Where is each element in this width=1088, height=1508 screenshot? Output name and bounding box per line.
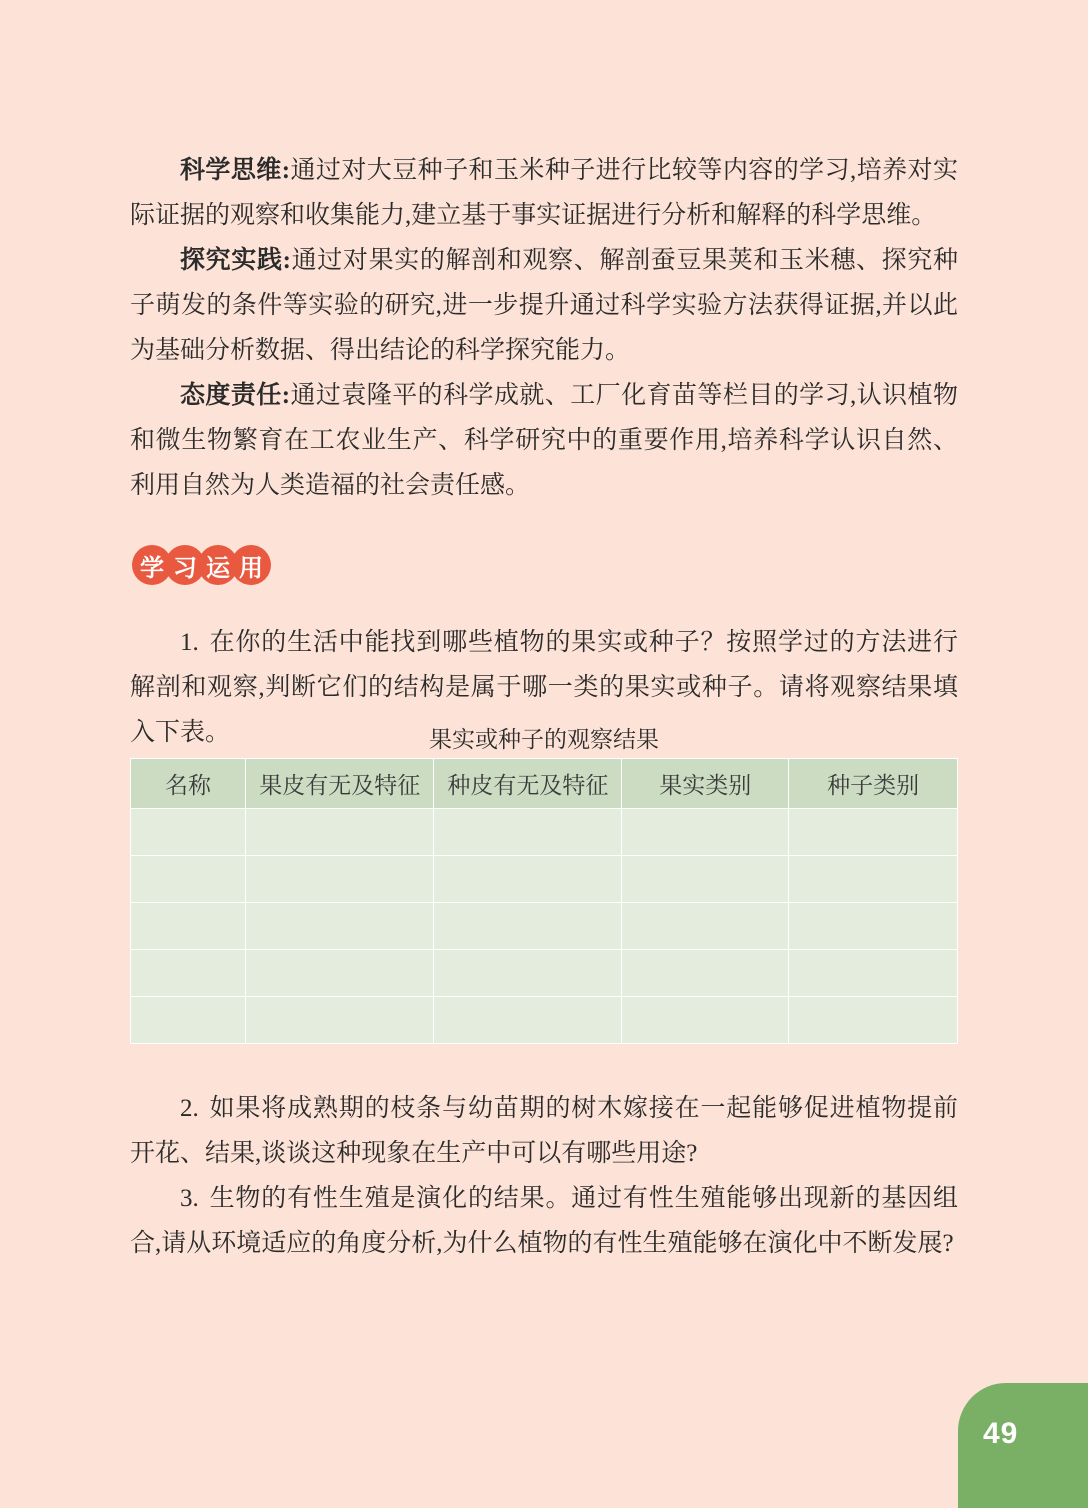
table-cell-empty bbox=[434, 809, 622, 856]
table-cell-empty bbox=[245, 809, 434, 856]
objective-lead: 探究实践: bbox=[180, 247, 291, 274]
section-badge-learning-application bbox=[132, 545, 271, 585]
question-2 bbox=[130, 1086, 958, 1176]
table-row bbox=[131, 950, 958, 997]
table-cell-empty bbox=[245, 997, 434, 1044]
observation-table bbox=[130, 758, 958, 1044]
table-header-seed-category: 种子类别 bbox=[789, 759, 958, 809]
table-cell-empty bbox=[622, 903, 789, 950]
table-header-seed-coat: 种皮有无及特征 bbox=[434, 759, 622, 809]
table-cell-empty bbox=[622, 809, 789, 856]
table-cell-empty bbox=[245, 903, 434, 950]
page-number: 49 bbox=[983, 1417, 1019, 1450]
table-cell-empty bbox=[622, 856, 789, 903]
table-cell-empty bbox=[622, 997, 789, 1044]
table-title: 果实或种子的观察结果 bbox=[429, 727, 659, 752]
objective-lead: 科学思维: bbox=[180, 157, 291, 184]
question-number: 1. bbox=[180, 629, 199, 656]
badge-character: 习 bbox=[173, 554, 197, 582]
badge-circle bbox=[231, 545, 271, 585]
question-text: 如果将成熟期的枝条与幼苗期的树木嫁接在一起能够促进植物提前开花、结果,谈谈这种现象在生产中可以有哪些用途? bbox=[130, 1095, 958, 1167]
table-cell-empty bbox=[434, 997, 622, 1044]
table-cell-empty bbox=[789, 903, 958, 950]
objective-paragraph-scientific-thinking bbox=[130, 148, 958, 238]
table-cell-empty bbox=[789, 950, 958, 997]
table-cell-empty bbox=[622, 950, 789, 997]
table-row bbox=[131, 903, 958, 950]
table-cell-empty bbox=[245, 950, 434, 997]
objective-body: 通过对大豆种子和玉米种子进行比较等内容的学习,培养对实际证据的观察和收集能力,建立基于事实证据进行分析和解释的科学思维。 bbox=[130, 157, 958, 229]
objectives-section bbox=[130, 148, 958, 508]
table-row bbox=[131, 997, 958, 1044]
question-number: 2. bbox=[180, 1095, 199, 1122]
badge-character: 学 bbox=[140, 554, 164, 582]
question-text: 在你的生活中能找到哪些植物的果实或种子？按照学过的方法进行解剖和观察,判断它们的结构是属于哪一类的果实或种子。请将观察结果填入下表。 bbox=[130, 629, 958, 746]
questions-2-3-block bbox=[130, 1086, 958, 1266]
table-header-name: 名称 bbox=[131, 759, 246, 809]
table-cell-empty bbox=[434, 903, 622, 950]
question-3 bbox=[130, 1176, 958, 1266]
objective-body: 通过袁隆平的科学成就、工厂化育苗等栏目的学习,认识植物和微生物繁育在工农业生产、科学研究中的重要作用,培养科学认识自然、利用自然为人类造福的社会责任感。 bbox=[130, 382, 958, 499]
observation-table-body bbox=[131, 809, 958, 1044]
objective-body: 通过对果实的解剖和观察、解剖蚕豆果荚和玉米穗、探究种子萌发的条件等实验的研究,进一步提升通过科学实验方法获得证据,并以此为基础分析数据、得出结论的科学探究能力。 bbox=[130, 247, 958, 364]
table-cell-empty bbox=[789, 809, 958, 856]
page-number-badge bbox=[958, 1383, 1088, 1508]
badge-character: 用 bbox=[239, 554, 263, 582]
table-row bbox=[131, 809, 958, 856]
objective-paragraph-inquiry-practice bbox=[130, 238, 958, 373]
table-cell-empty bbox=[434, 950, 622, 997]
objective-paragraph-attitude-responsibility bbox=[130, 373, 958, 508]
question-text: 生物的有性生殖是演化的结果。通过有性生殖能够出现新的基因组合,请从环境适应的角度分析,为什么植物的有性生殖能够在演化中不断发展? bbox=[130, 1185, 958, 1257]
table-cell-empty bbox=[131, 997, 246, 1044]
table-cell-empty bbox=[789, 856, 958, 903]
objective-lead: 态度责任: bbox=[180, 382, 291, 409]
badge-character: 运 bbox=[206, 554, 230, 582]
table-header-fruit-category: 果实类别 bbox=[622, 759, 789, 809]
table-header-pericarp: 果皮有无及特征 bbox=[245, 759, 434, 809]
table-cell-empty bbox=[245, 856, 434, 903]
table-cell-empty bbox=[131, 950, 246, 997]
question-number: 3. bbox=[180, 1185, 199, 1212]
table-header-row bbox=[131, 759, 958, 809]
table-row bbox=[131, 856, 958, 903]
table-cell-empty bbox=[789, 997, 958, 1044]
table-cell-empty bbox=[131, 903, 246, 950]
table-cell-empty bbox=[131, 856, 246, 903]
table-cell-empty bbox=[434, 856, 622, 903]
table-cell-empty bbox=[131, 809, 246, 856]
